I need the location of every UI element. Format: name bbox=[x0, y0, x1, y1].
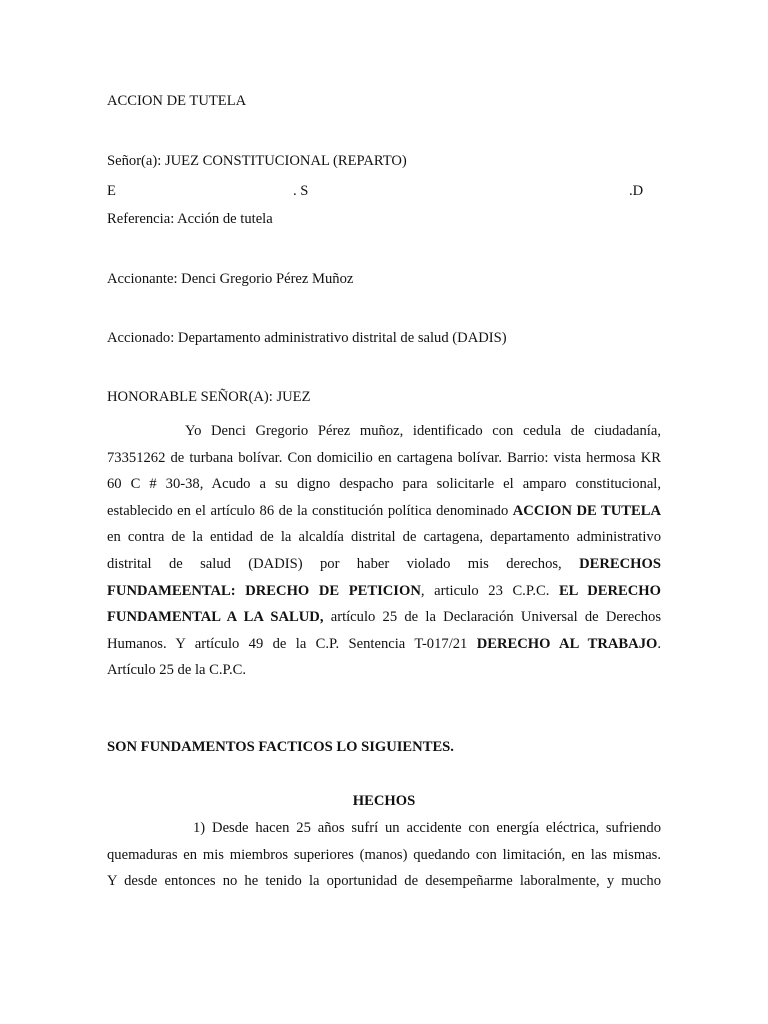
salutation-line: HONORABLE SEÑOR(A): JUEZ bbox=[107, 389, 311, 405]
reference-line: Referencia: Acción de tutela bbox=[107, 211, 273, 227]
esd-d: .D bbox=[629, 183, 644, 199]
text-run: distrital de salud (DADIS) por haber violado mis derechos, bbox=[107, 555, 580, 572]
text-run: Artículo 25 de la C.P.C. bbox=[107, 662, 247, 679]
bold-text: EL DERECHO bbox=[558, 582, 661, 599]
intro-line bbox=[107, 604, 661, 631]
intro-paragraph bbox=[107, 418, 661, 684]
fact-line: 1) Desde hacen 25 años sufrí un accidente con energía eléctrica, sufriendo bbox=[193, 820, 661, 836]
text-run: establecido en el artículo 86 de la constitución política denominado bbox=[107, 502, 513, 519]
bold-text: FUNDAMEENTAL: DRECHO DE PETICION bbox=[107, 582, 421, 599]
bold-text: ACCION DE TUTELA bbox=[512, 502, 661, 519]
facts-heading: SON FUNDAMENTOS FACTICOS LO SIGUIENTES. bbox=[107, 739, 454, 755]
bold-text: FUNDAMENTAL A LA SALUD, bbox=[107, 609, 324, 626]
intro-line bbox=[107, 631, 661, 658]
intro-line bbox=[107, 524, 661, 551]
fact-line: quemaduras en mis miembros superiores (manos) quedando con limitación, en las mismas. bbox=[107, 846, 661, 863]
text-run: . bbox=[657, 635, 661, 652]
esd-s: . S bbox=[293, 183, 309, 199]
text-run: Humanos. Y artículo 49 de la C.P. Sentencia T-017/21 bbox=[107, 635, 477, 652]
intro-line bbox=[107, 445, 661, 472]
bold-text: DERECHOS bbox=[579, 555, 661, 572]
hechos-heading: HECHOS bbox=[352, 793, 416, 809]
text-run: artículo 25 de la Declaración Universal de Derechos bbox=[323, 609, 661, 626]
facts-paragraph bbox=[107, 815, 661, 895]
plaintiff-line: Accionante: Denci Gregorio Pérez Muñoz bbox=[107, 271, 354, 287]
intro-line bbox=[107, 418, 661, 445]
intro-line bbox=[107, 578, 661, 605]
text-run: , articulo 23 C.P.C. bbox=[420, 582, 559, 599]
addressee-line: Señor(a): JUEZ CONSTITUCIONAL (REPARTO) bbox=[107, 153, 407, 169]
fact-line: Y desde entonces no he tenido la oportunidad de desempeñarme laboralmente, y mucho bbox=[107, 873, 661, 890]
intro-line bbox=[107, 551, 661, 578]
document-title: ACCION DE TUTELA bbox=[107, 93, 247, 109]
text-run: en contra de la entidad de la alcaldía distrital de cartagena, departamento administrativo bbox=[107, 529, 661, 546]
intro-line bbox=[107, 657, 661, 684]
text-run: Yo Denci Gregorio Pérez muñoz, identificado con cedula de ciudadanía, bbox=[185, 423, 661, 439]
text-run: 73351262 de turbana bolívar. Con domicilio en cartagena bolívar. Barrio: vista hermosa KR bbox=[107, 449, 661, 466]
text-run: 60 C # 30-38, Acudo a su digno despacho para solicitarle el amparo constitucional, bbox=[107, 476, 661, 493]
intro-line bbox=[107, 471, 661, 498]
defendant-line: Accionado: Departamento administrativo distrital de salud (DADIS) bbox=[107, 330, 507, 346]
bold-text: DERECHO AL TRABAJO bbox=[476, 635, 658, 652]
intro-line bbox=[107, 498, 661, 525]
esd-e: E bbox=[107, 183, 116, 199]
